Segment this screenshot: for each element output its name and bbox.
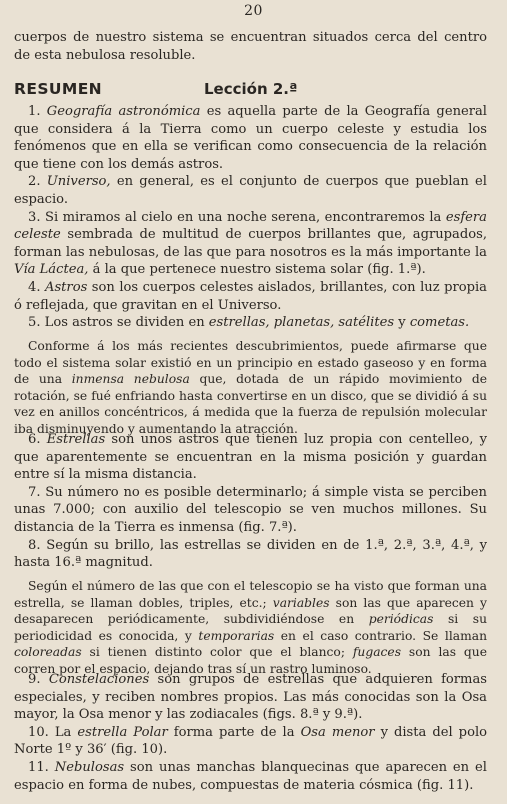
list-item: 6. Estrellas son unos astros que tienen luz propia con centelleo, y que aparentemente se encuentran en la misma posición y guardan entre sí la misma distancia.	[14, 432, 487, 483]
list-item: 10. La estrella Polar forma parte de la Osa menor y dista del polo Norte 1º y 36′ (fig. 10).	[14, 724, 488, 758]
summary-items-6-8	[14, 431, 487, 572]
summary-items-1-5	[14, 103, 487, 332]
page-number: 20	[244, 3, 263, 19]
list-item: 7. Su número no es posible determinarlo; á simple vista se perciben unas 7.000; con auxilio del telescopio se ven muchos millones. Su distancia de la Tierra es inmensa (fig. 7.ª).	[14, 484, 487, 535]
list-item: 3. Si miramos al cielo en una noche serena, encontraremos la esfera celeste sembrada de multitud de cuerpos brillantes que, agrupados, forman las nebulosas, de las que para nosotros es la más importante la Vía Láctea, á la que pertenece nuestro sistema solar (fig. 1.ª).	[14, 209, 487, 278]
list-item: 9. Constelaciones son grupos de estrellas que adquieren formas especiales, y reciben nombres propios. Las más conocidas son la Osa mayor, la Osa menor y las zodiacales (figs. 8.ª y 9.ª).	[14, 672, 488, 723]
list-item: 4. Astros son los cuerpos celestes aislados, brillantes, con luz propia ó reflejada, que gravitan en el Universo.	[14, 279, 487, 313]
list-item: 8. Según su brillo, las estrellas se dividen en de 1.ª, 2.ª, 3.ª, 4.ª, y hasta 16.ª magnitud.	[14, 537, 487, 571]
lesson-heading: Lección 2.ª	[204, 80, 298, 98]
note-paragraph-1: Conforme á los más recientes descubrimientos, puede afirmarse que todo el sistema solar existió en un principio en estado gaseoso y en forma de una inmensa nebulosa que, dotada de un rápido movimiento de rotación, se fué enfriando hasta convertirse en un disco, que se dividió á su vez en anillos concéntricos, á medida que la fuerza de repulsión molecular iba disminuyendo y aumentando la atracción.	[14, 339, 487, 436]
list-item: 1. Geografía astronómica es aquella parte de la Geografía general que considera á la Tierra como un cuerpo celeste y estudia los fenómenos que en ella se verifican como consecuencia de la relación que tiene con los demás astros.	[14, 104, 487, 172]
list-item: 5. Los astros se dividen en estrellas, planetas, satélites y cometas.	[28, 315, 470, 331]
summary-heading: RESUMEN	[14, 80, 103, 98]
intro-paragraph: cuerpos de nuestro sistema se encuentran situados cerca del centro de esta nebulosa resoluble.	[14, 30, 487, 63]
note-paragraph-2: Según el número de las que con el telescopio se ha visto que forman una estrella, se llaman dobles, triples, etc.; variables son las que aparecen y desaparecen periódicamente, subdividiéndose en periódicas si su periodicidad es conocida, y temporarias en el caso contrario. Se llaman coloreadas si tienen distinto color que el blanco; fugaces son las que corren por el espacio, dejando tras sí un rastro luminoso.	[14, 579, 487, 676]
list-item: 2. Universo, en general, es el conjunto de cuerpos que pueblan el espacio.	[14, 174, 487, 207]
summary-items-9-11	[14, 671, 487, 794]
section-heading	[14, 80, 487, 98]
list-item: 11. Nebulosas son unas manchas blanquecinas que aparecen en el espacio en forma de nubes, compuestas de materia cósmica (fig. 11).	[14, 759, 487, 793]
